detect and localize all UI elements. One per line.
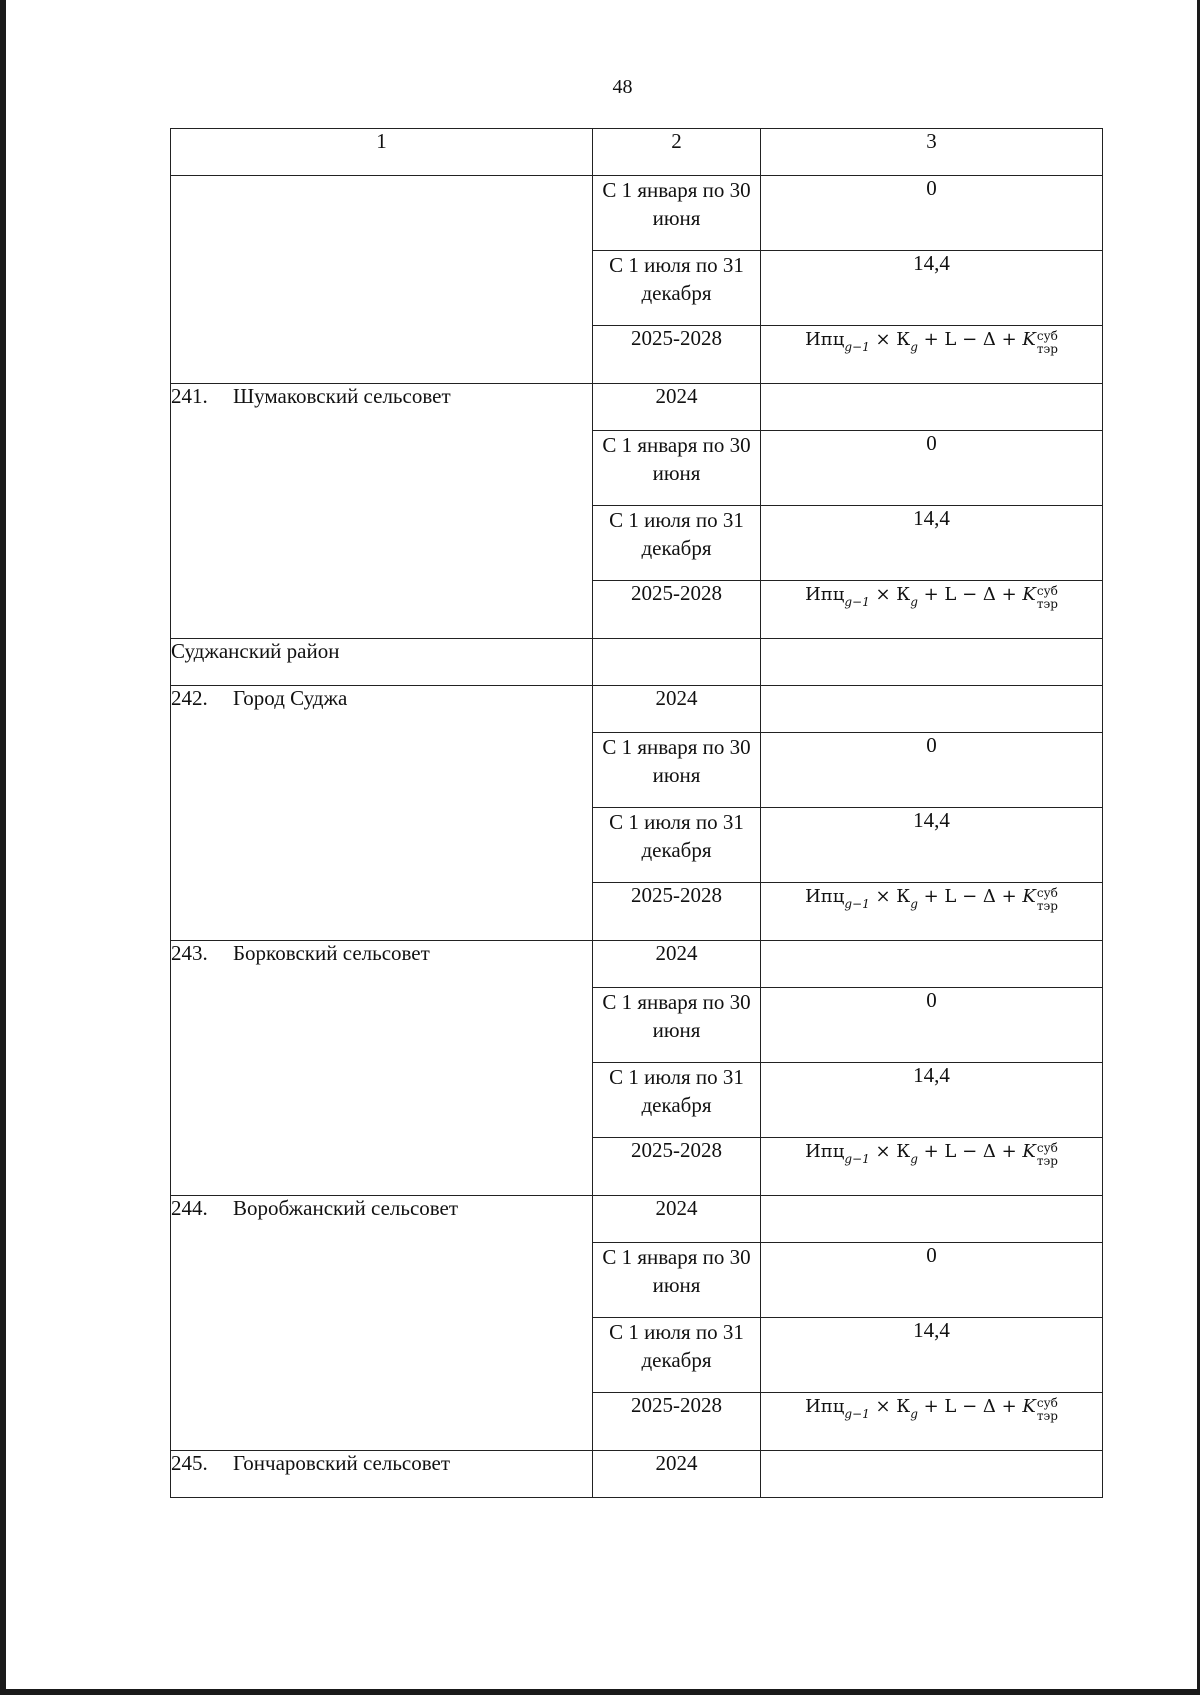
table-row xyxy=(171,1451,1103,1498)
table-row xyxy=(171,1196,1103,1243)
name-cell xyxy=(171,686,593,941)
settlement-name: Гончаровский сельсовет xyxy=(233,1451,451,1475)
value-cell: 14,4 xyxy=(761,506,1103,581)
formula: $Ипц_{g-1} \times К_g + L - \Delta + K$ суб тэр xyxy=(805,1141,1058,1168)
formula: $Ипц_{g-1} \times К_g + L - \Delta + K$ суб тэр xyxy=(805,584,1058,611)
value-cell-empty xyxy=(761,686,1103,733)
period-cell: 2024 xyxy=(593,1451,761,1498)
row-number: 241. xyxy=(171,384,208,408)
value-cell: 0 xyxy=(761,733,1103,808)
period-cell: С 1 января по 30 июня xyxy=(593,176,761,251)
value-cell-empty xyxy=(761,941,1103,988)
table-row xyxy=(171,941,1103,988)
period-cell: С 1 января по 30 июня xyxy=(593,1243,761,1318)
district-row xyxy=(171,639,1103,686)
period-cell: С 1 июля по 31 декабря xyxy=(593,1318,761,1393)
value-cell: 0 xyxy=(761,1243,1103,1318)
table-row xyxy=(171,384,1103,431)
period-cell: 2025-2028 xyxy=(593,1393,761,1451)
period-cell: 2024 xyxy=(593,941,761,988)
header-row xyxy=(171,129,1103,176)
value-cell: 14,4 xyxy=(761,1063,1103,1138)
formula: $Ипц_{g-1} \times К_g + L - \Delta + K$ суб тэр xyxy=(805,329,1058,356)
formula-cell xyxy=(761,883,1103,941)
header-col-3: 3 xyxy=(761,129,1103,176)
name-cell xyxy=(171,1196,593,1451)
value-cell-empty xyxy=(761,1196,1103,1243)
period-cell: С 1 января по 30 июня xyxy=(593,431,761,506)
name-cell-continued xyxy=(171,176,593,384)
page-number: 48 xyxy=(612,76,633,98)
period-cell: С 1 июля по 31 декабря xyxy=(593,1063,761,1138)
row-number: 244. xyxy=(171,1196,208,1220)
value-cell: 14,4 xyxy=(761,1318,1103,1393)
period-cell: С 1 января по 30 июня xyxy=(593,733,761,808)
value-cell-empty xyxy=(761,639,1103,686)
settlement-name: Шумаковский сельсовет xyxy=(233,384,451,408)
period-cell: 2025-2028 xyxy=(593,883,761,941)
period-cell: 2025-2028 xyxy=(593,1138,761,1196)
value-cell: 14,4 xyxy=(761,808,1103,883)
period-cell: 2024 xyxy=(593,686,761,733)
name-cell xyxy=(171,384,593,639)
formula: $Ипц_{g-1} \times К_g + L - \Delta + K$ суб тэр xyxy=(805,886,1058,913)
period-cell: 2025-2028 xyxy=(593,581,761,639)
value-cell: 0 xyxy=(761,176,1103,251)
name-cell xyxy=(171,941,593,1196)
formula-cell xyxy=(761,1138,1103,1196)
period-cell: 2025-2028 xyxy=(593,326,761,384)
value-cell: 0 xyxy=(761,988,1103,1063)
formula-cell xyxy=(761,581,1103,639)
formula: $Ипц_{g-1} \times К_g + L - \Delta + K$ суб тэр xyxy=(805,1396,1058,1423)
period-cell: 2024 xyxy=(593,384,761,431)
formula-cell xyxy=(761,1393,1103,1451)
name-cell xyxy=(171,1451,593,1498)
period-cell-empty xyxy=(593,639,761,686)
value-cell-empty xyxy=(761,1451,1103,1498)
header-col-1: 1 xyxy=(171,129,593,176)
settlement-name: Воробжанский сельсовет xyxy=(233,1196,459,1220)
period-cell: С 1 июля по 31 декабря xyxy=(593,506,761,581)
formula-cell xyxy=(761,326,1103,384)
period-cell: 2024 xyxy=(593,1196,761,1243)
scan-border-left xyxy=(0,0,6,1695)
row-number: 242. xyxy=(171,686,208,710)
header-col-2: 2 xyxy=(593,129,761,176)
row-number: 245. xyxy=(171,1451,208,1475)
settlement-name: Борковский сельсовет xyxy=(233,941,430,965)
period-cell: С 1 июля по 31 декабря xyxy=(593,808,761,883)
period-cell: С 1 июля по 31 декабря xyxy=(593,251,761,326)
scan-border-bottom xyxy=(0,1689,1200,1695)
settlement-name: Город Суджа xyxy=(233,686,348,710)
tariff-table xyxy=(170,128,1103,1498)
value-cell: 0 xyxy=(761,431,1103,506)
row-number: 243. xyxy=(171,941,208,965)
value-cell-empty xyxy=(761,384,1103,431)
district-name: Суджанский район xyxy=(171,639,593,686)
table-row xyxy=(171,176,1103,251)
table-row xyxy=(171,686,1103,733)
value-cell: 14,4 xyxy=(761,251,1103,326)
period-cell: С 1 января по 30 июня xyxy=(593,988,761,1063)
